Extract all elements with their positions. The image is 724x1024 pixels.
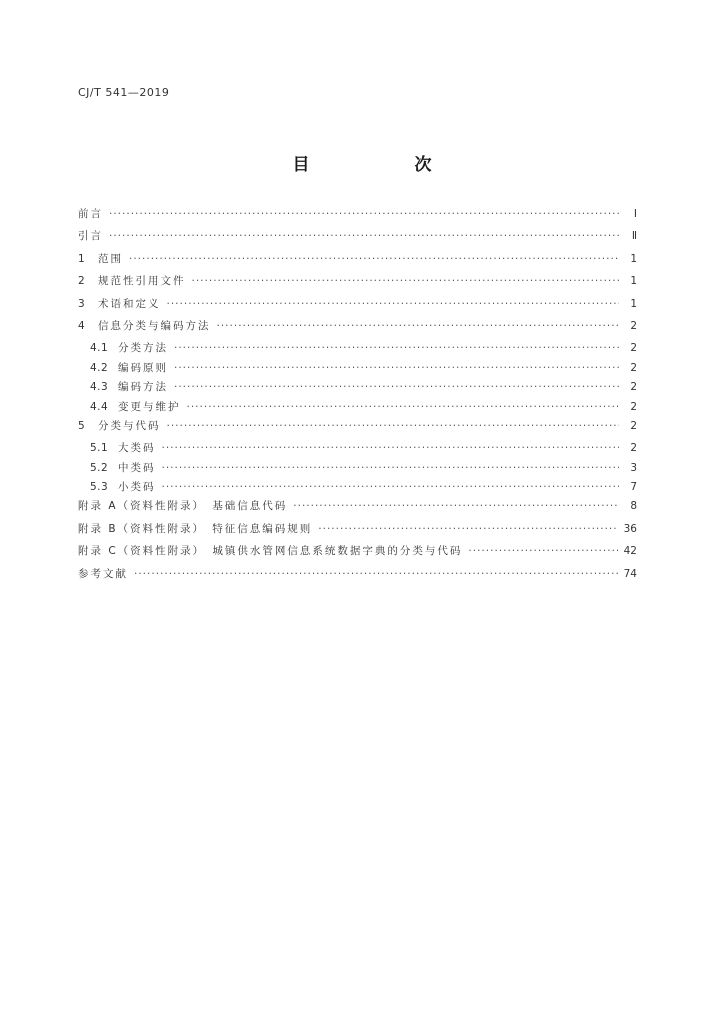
toc-leader-dots [109, 230, 619, 242]
toc-entry-page: Ⅱ [631, 230, 637, 243]
toc-entry-page: 8 [630, 500, 637, 513]
toc-entry-number: 5.2 [90, 461, 109, 474]
toc-entry-page: 2 [630, 400, 637, 413]
toc-entry-label: 附录 B（资料性附录） 特征信息编码规则 [78, 522, 313, 535]
toc-entry-label: 参考文献 [78, 567, 128, 580]
toc-entry-number: 4.2 [90, 361, 109, 374]
toc-entry-page: 74 [623, 567, 637, 580]
toc-entry-label: 小类码 [118, 481, 156, 494]
toc-entry-page: 2 [630, 442, 637, 455]
toc-leader-dots [293, 500, 619, 512]
toc-entry-page: 7 [630, 481, 637, 494]
toc-entry-page: 1 [630, 297, 637, 310]
toc-entry-page: 1 [630, 275, 637, 288]
toc-entry-page: 2 [630, 361, 637, 374]
toc-leader-dots [217, 320, 620, 332]
toc-leader-dots [174, 342, 619, 354]
toc-leader-dots [167, 298, 620, 310]
toc-entry-number: 1 [78, 252, 86, 265]
toc-entry[interactable] [78, 566, 637, 588]
toc-entry[interactable] [78, 228, 637, 250]
toc-entry-page: Ⅰ [633, 208, 637, 220]
toc-entry-label: 中类码 [118, 461, 156, 474]
toc-entry-page: 42 [623, 545, 637, 558]
toc-entry-number: 2 [78, 275, 86, 288]
toc-entry[interactable] [78, 460, 637, 479]
toc-entry-label: 信息分类与编码方法 [98, 319, 211, 332]
toc-entry-label: 附录 A（资料性附录） 基础信息代码 [78, 500, 288, 513]
toc-entry-label: 编码原则 [118, 361, 168, 374]
toc-entry-number: 4.1 [90, 342, 109, 355]
toc-entry[interactable] [78, 296, 637, 318]
toc-leader-dots [174, 362, 619, 374]
toc-leader-dots [468, 545, 617, 557]
toc-entry[interactable] [78, 360, 637, 379]
toc-entry-number: 4 [78, 319, 86, 332]
toc-entry-page: 2 [630, 381, 637, 394]
toc-entry-number: 5 [78, 419, 86, 432]
toc-entry-label: 分类与代码 [98, 419, 161, 432]
toc-entry-label: 变更与维护 [118, 400, 181, 413]
toc-leader-dots [162, 442, 620, 454]
toc-entry[interactable] [78, 399, 637, 418]
toc-leader-dots [162, 462, 620, 474]
toc-entry-label: 附录 C（资料性附录） 城镇供水管网信息系统数据字典的分类与代码 [78, 545, 463, 558]
toc-leader-dots [134, 568, 618, 580]
toc-entry[interactable] [78, 273, 637, 295]
page-title: 目 次 [292, 155, 476, 175]
standard-code: CJ/T 541—2019 [78, 86, 170, 99]
toc-entry-page: 1 [630, 252, 637, 265]
toc-entry[interactable] [78, 418, 637, 440]
toc-entry-label: 规范性引用文件 [98, 275, 186, 288]
toc-leader-dots [129, 253, 619, 265]
toc-leader-dots [187, 401, 620, 413]
toc-leader-dots [318, 523, 617, 535]
toc-entry-number: 4.4 [90, 400, 109, 413]
toc-entry[interactable] [78, 318, 637, 340]
toc-entry-page: 3 [630, 461, 637, 474]
toc-leader-dots [174, 381, 619, 393]
toc-entry[interactable] [78, 379, 637, 398]
toc-entry[interactable] [78, 543, 637, 565]
table-of-contents [78, 206, 637, 588]
toc-entry-label: 分类方法 [118, 342, 168, 355]
toc-entry-number: 5.3 [90, 481, 109, 494]
toc-leader-dots [162, 481, 620, 493]
toc-entry[interactable] [78, 498, 637, 520]
toc-entry[interactable] [78, 251, 637, 273]
toc-entry-label: 术语和定义 [98, 297, 161, 310]
toc-entry[interactable] [78, 340, 637, 359]
toc-entry-page: 2 [630, 319, 637, 332]
toc-entry[interactable] [78, 440, 637, 459]
toc-leader-dots [109, 208, 619, 220]
toc-leader-dots [167, 420, 620, 432]
toc-entry-number: 5.1 [90, 442, 109, 455]
toc-entry-label: 编码方法 [118, 381, 168, 394]
toc-entry-page: 2 [630, 419, 637, 432]
toc-entry-number: 3 [78, 297, 86, 310]
toc-entry-label: 大类码 [118, 442, 156, 455]
toc-entry-page: 2 [630, 342, 637, 355]
toc-entry-label: 引言 [78, 230, 103, 243]
toc-entry-page: 36 [623, 522, 637, 535]
toc-entry[interactable] [78, 521, 637, 543]
toc-entry-number: 4.3 [90, 381, 109, 394]
toc-leader-dots [192, 275, 620, 287]
toc-entry[interactable] [78, 479, 637, 498]
toc-entry-label: 范围 [98, 252, 123, 265]
toc-entry[interactable] [78, 206, 637, 228]
toc-entry-label: 前言 [78, 208, 103, 220]
